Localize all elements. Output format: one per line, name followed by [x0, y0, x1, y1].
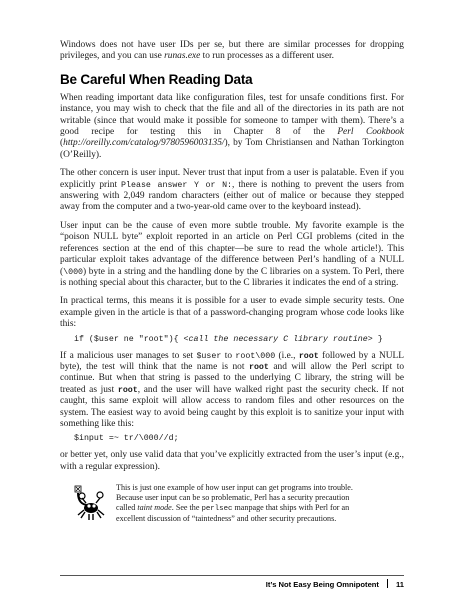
note-box [60, 483, 404, 524]
paragraph-malicious-user [60, 351, 404, 431]
code-text: } [372, 334, 383, 344]
note-text-part: This is just one example of how user input can get programs into trouble. Because user input can be so problematic, Perl has a security precaution called [116, 483, 353, 513]
para-text: and will allow the Perl script to continue. But when that string is passed to the underlying C library, the string will be treated as just [60, 361, 405, 395]
para-text: (i.e., [275, 350, 299, 361]
paragraph-config-files [60, 93, 404, 161]
code-inline: root [248, 362, 269, 372]
para-text: When reading important data like configuration files, test for unsafe conditions first. For instance, you may wish to check that the file and all of the directories in its path are not writable (since that would make it possible for someone to tamper with them). There’s a good recipe for testing this in Chapter 8 of the [60, 92, 404, 138]
para-text: ( [60, 138, 64, 149]
runas-term: runas.exe [164, 51, 201, 62]
para-text: followed by a NULL byte), the test will think that the name is not [60, 350, 405, 372]
para-text: ), by Tom Christiansen and Nathan Torkington (O’Reilly). [60, 138, 404, 160]
intro-paragraph [60, 40, 404, 63]
null-code: \000 [63, 267, 84, 277]
page-footer [60, 575, 404, 589]
code-text: if ($user ne "root"){ [74, 334, 184, 344]
code-comment: <call the necessary C library routine> [183, 334, 373, 344]
intro-text-end: to run processes as a different user. [200, 51, 334, 62]
paragraph-user-input [60, 168, 404, 214]
para-text: , there is nothing to prevent the users from answering with 2,049 random characters (either out of malice or because they stepped away from the computer and a two-year-old came over to the keyboard instead). [60, 179, 404, 213]
code-inline: $user [196, 351, 222, 361]
taint-mode-term: taint mode [137, 503, 172, 513]
code-inline: root\000 [235, 351, 276, 361]
para-text: ) byte in a string and the handling done by the C libraries on a system. To Perl, there is nothing special about this character, but to the C libraries it indicates the end of a string. [60, 266, 404, 288]
footer-rule [60, 575, 404, 576]
para-text: to [221, 350, 236, 361]
note-text-part: manpage that ships with Perl for an excellent discussion of “taintedness” and other security precautions. [116, 503, 350, 524]
code-inline: root [298, 351, 319, 361]
section-heading: Be Careful When Reading Data [60, 71, 253, 87]
page-number: 11 [395, 580, 404, 589]
code-sample-sanitize: $input =~ tr/\000//d; [74, 434, 179, 444]
para-text: The other concern is user input. Never trust that input from a user is palatable. Even if you explicitly print [60, 168, 404, 190]
perlsec-code: perlsec [201, 505, 233, 514]
note-text-part: . See the [171, 503, 202, 513]
paragraph-better-yet [60, 450, 404, 473]
footer-separator [387, 579, 388, 588]
note-text [116, 483, 368, 524]
code-sample-password [74, 334, 404, 345]
code-inline: root [117, 385, 138, 395]
book-title: Perl Cookbook [337, 127, 404, 138]
para-text: User input can be the cause of even more subtle trouble. My favorite example is the “poison NULL byte” exploit reported in an article on Perl CGI problems (cited in the references section at the end of this chapter—be sure to read the whole article!). This particular exploit takes advantage of the difference between Perl’s handling of a NULL ( [60, 220, 404, 277]
page-content [60, 40, 404, 524]
paragraph-practical [60, 296, 404, 330]
scorpion-warning-icon [72, 483, 110, 523]
para-text: , and the user will have walked right past the security check. If not caught, this same exploit will allow access to random files and other resources on the system. The easiest way to avoid being caught by this exploit is to sanitize your input with something like this: [60, 384, 405, 429]
book-link[interactable]: http://oreilly.com/catalog/9780596003135/ [63, 138, 225, 149]
para-text: In practical terms, this means it is possible for a user to evade simple security tests. One example given in the article is that of a password-changing program whose code looks like this: [60, 296, 404, 330]
prompt-code: Please answer Y or N: [121, 180, 233, 190]
para-text: or better yet, only use valid data that you’ve explicitly extracted from the user’s input (e.g., with a regular expression). [60, 450, 404, 472]
paragraph-null-byte [60, 221, 404, 289]
footer-chapter-title: It’s Not Easy Being Omnipotent [265, 580, 379, 589]
para-text: If a malicious user manages to set [60, 350, 197, 361]
footer-text [266, 579, 404, 589]
intro-text: Windows does not have user IDs per se, but there are similar processes for dropping privileges, and you can use [60, 40, 404, 62]
